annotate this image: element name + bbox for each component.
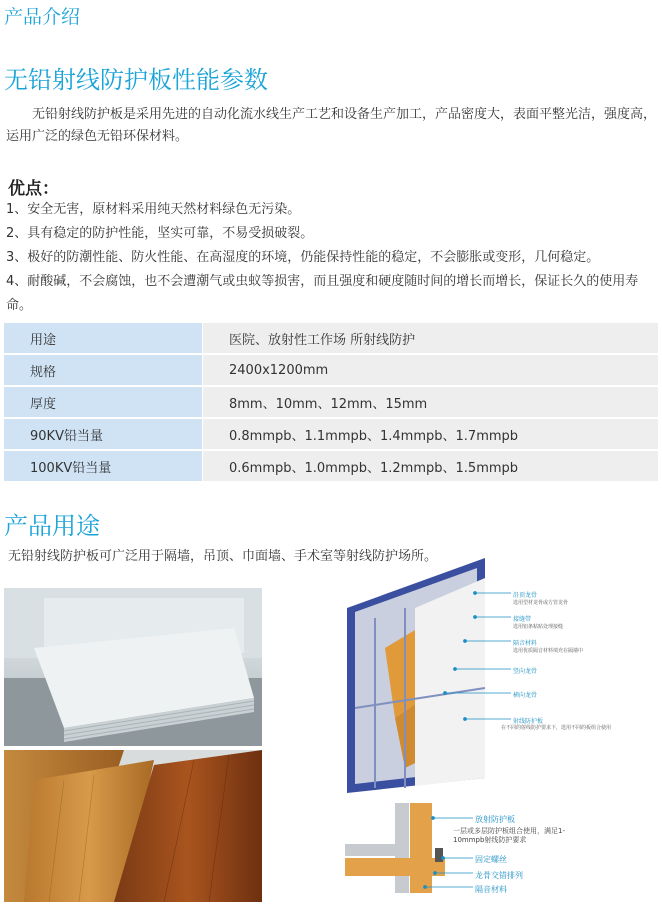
diagram-label: 固定螺丝 (475, 855, 507, 864)
wall-structure-diagram (335, 548, 662, 904)
spec-key: 厚度 (4, 386, 203, 418)
diagram-label: 射线防护板 (513, 718, 544, 725)
table-row (4, 386, 658, 418)
table-row (4, 323, 658, 354)
table-row (4, 354, 658, 386)
diagram-label: 接缝带 (513, 616, 532, 623)
section-title-params: 无铅射线防护板性能参数 (4, 66, 268, 94)
advantage-item: 3、极好的防潮性能、防火性能、在高湿度的环境，仍能保持性能的稳定，不会膨胀或变形，几何稳定。 (6, 250, 600, 265)
spec-value: 2400x1200mm (203, 354, 659, 386)
woodgrain-photo (4, 750, 262, 902)
spec-key: 100KV铅当量 (4, 450, 203, 482)
table-row (4, 418, 658, 450)
intro-paragraph: 无铅射线防护板是采用先进的自动化流水线生产工艺和设备生产加工，产品密度大，表面平整光洁，强度高，运用广泛的绿色无铅环保材料。 (6, 107, 657, 144)
diagram-sublabel: 在不同的射线防护要求下，选用不同的板组合使用 (501, 725, 612, 731)
advantage-item: 1、安全无害，原材料采用纯天然材料绿色无污染。 (6, 202, 301, 217)
advantage-item: 4、耐酸碱，不会腐蚀，也不会遭潮气或虫蚁等损害，而且强度和硬度随时间的增长而增长，保证长久的使用寿命。 (6, 274, 639, 313)
diagram-label: 隔音材料 (475, 885, 507, 894)
advantages-list (6, 198, 660, 318)
table-row (4, 450, 658, 482)
diagram-sublabel: 选用型材龙骨或方管龙骨 (513, 600, 569, 606)
section-title-intro: 产品介绍 (4, 6, 81, 28)
spec-value: 8mm、10mm、12mm、15mm (203, 386, 659, 418)
diagram-label: 放射防护板 (475, 815, 515, 824)
boards-photo (4, 588, 262, 746)
diagram-label: 横向龙骨 (513, 692, 538, 699)
diagram-label: 龙骨交错排列 (475, 871, 523, 880)
section-title-usage: 产品用途 (4, 512, 100, 540)
spec-key: 规格 (4, 354, 203, 386)
usage-paragraph: 无铅射线防护板可广泛用于隔墙，吊顶、巾面墙、手术室等射线防护场所。 (8, 549, 438, 564)
diagram-sublabel: 一层或多层防护板组合使用，满足1-10mmpb射线防护要求 (453, 827, 565, 844)
spec-value: 医院、放射性工作场 所射线防护 (203, 323, 659, 354)
diagram-sublabel: 选用铝条粘贴处理接缝 (513, 624, 564, 630)
spec-value: 0.6mmpb、1.0mmpb、1.2mmpb、1.5mmpb (203, 450, 659, 482)
diagram-label: 竖向龙骨 (513, 668, 538, 675)
advantage-item: 2、具有稳定的防护性能，坚实可靠，不易受损破裂。 (6, 226, 314, 241)
spec-key: 用途 (4, 323, 203, 354)
diagram-sublabel: 选用优质隔音材料填充在隔墙中 (513, 648, 584, 654)
diagram-label: 沿顶龙骨 (513, 592, 538, 599)
spec-key: 90KV铅当量 (4, 418, 203, 450)
advantages-heading: 优点： (8, 179, 59, 199)
spec-table (4, 323, 658, 483)
spec-value: 0.8mmpb、1.1mmpb、1.4mmpb、1.7mmpb (203, 418, 659, 450)
diagram-label: 隔音材料 (513, 640, 538, 647)
